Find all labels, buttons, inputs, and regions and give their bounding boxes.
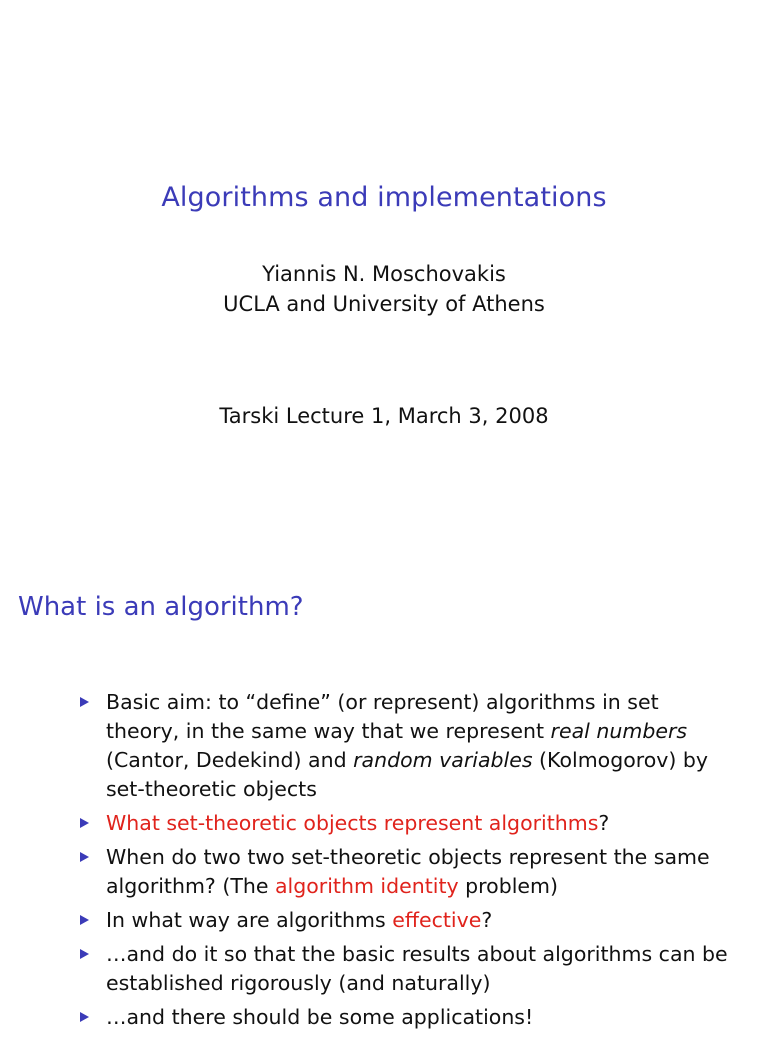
triangle-bullet-icon [80, 818, 89, 828]
author-affiliation: UCLA and University of Athens [223, 292, 545, 316]
bullet-item: …and do it so that the basic results about algorithms can be established rigorously (and naturally) [80, 940, 730, 998]
bullet-item: When do two two set-theoretic objects represent the same algorithm? (The algorithm identity problem) [80, 843, 730, 901]
event-date: Tarski Lecture 1, March 3, 2008 [219, 404, 549, 428]
bullet-list [80, 688, 730, 1037]
bullet-item: In what way are algorithms effective? [80, 906, 730, 935]
triangle-bullet-icon [80, 949, 89, 959]
triangle-bullet-icon [80, 1012, 89, 1022]
slide-title: Algorithms and implementations [161, 182, 607, 213]
slide-heading: What is an algorithm? [18, 592, 304, 622]
bullet-item: What set-theoretic objects represent algorithms? [80, 809, 730, 838]
author-name: Yiannis N. Moschovakis [262, 262, 506, 286]
triangle-bullet-icon [80, 697, 89, 707]
triangle-bullet-icon [80, 915, 89, 925]
triangle-bullet-icon [80, 852, 89, 862]
bullet-item: Basic aim: to “define” (or represent) algorithms in set theory, in the same way that we represent real numbers (Cantor, Dedekind) and random variables (Kolmogorov) by set-theoretic objects [80, 688, 730, 804]
bullet-item: …and there should be some applications! [80, 1003, 730, 1032]
